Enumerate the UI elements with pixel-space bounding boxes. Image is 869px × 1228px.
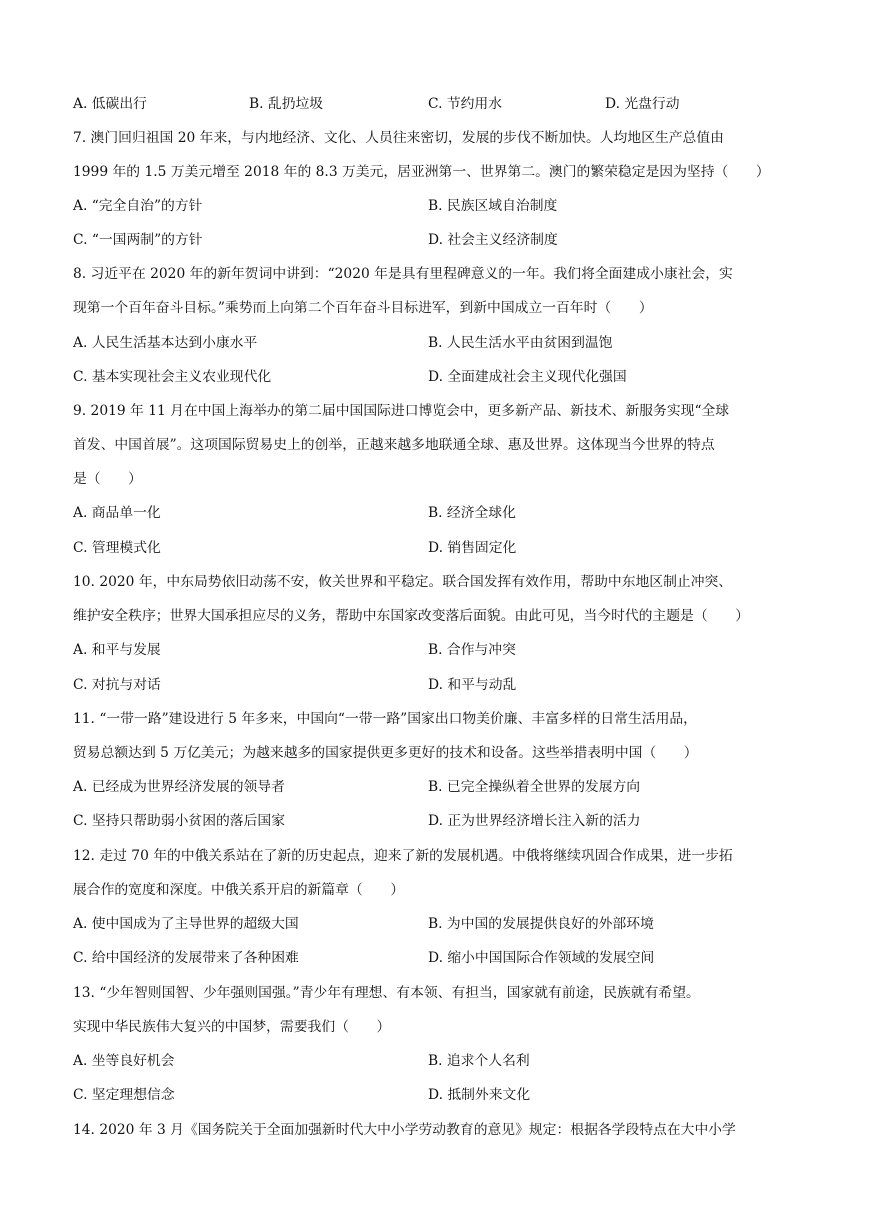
q12-option-c[interactable]: C. 给中国经济的发展带来了各种困难: [73, 950, 299, 966]
q7-stem-line-1: 7. 澳门回归祖国 20 年来，与内地经济、文化、人员往来密切，发展的步伐不断加快。人均地区生产总值由: [73, 130, 724, 146]
q9-option-b[interactable]: B. 经济全球化: [428, 505, 516, 521]
q10-option-a[interactable]: A. 和平与发展: [73, 642, 161, 658]
q11-option-d[interactable]: D. 正为世界经济增长注入新的活力: [428, 813, 641, 829]
q9-option-c[interactable]: C. 管理模式化: [73, 540, 161, 556]
q13-option-c[interactable]: C. 坚定理想信念: [73, 1087, 175, 1103]
q9-stem-line-1: 9. 2019 年 11 月在中国上海举办的第二届中国国际进口博览会中，更多新产品、新技术、新服务实现“全球: [73, 403, 730, 419]
q7-stem-line-2: 1999 年的 1.5 万美元增至 2018 年的 8.3 万美元，居亚洲第一、世界第二。澳门的繁荣稳定是因为坚持（ ）: [73, 164, 770, 180]
q10-option-d[interactable]: D. 和平与动乱: [428, 677, 517, 693]
q13-option-b[interactable]: B. 追求个人名利: [428, 1053, 530, 1069]
q13-stem-line-2: 实现中华民族伟大复兴的中国梦，需要我们（ ）: [73, 1019, 391, 1035]
q12-option-a[interactable]: A. 使中国成为了主导世界的超级大国: [73, 916, 299, 932]
q13-option-a[interactable]: A. 坐等良好机会: [73, 1053, 175, 1069]
q8-option-a[interactable]: A. 人民生活基本达到小康水平: [73, 335, 258, 351]
q12-option-b[interactable]: B. 为中国的发展提供良好的外部环境: [428, 916, 654, 932]
q10-stem-line-2: 维护安全秩序；世界大国承担应尽的义务，帮助中东国家改变落后面貌。由此可见，当今时代的主题是（ ）: [73, 608, 750, 624]
q6-option-a[interactable]: A. 低碳出行: [73, 96, 147, 112]
q6-option-d[interactable]: D. 光盘行动: [605, 96, 680, 112]
q9-option-d[interactable]: D. 销售固定化: [428, 540, 517, 556]
q8-stem-line-2: 现第一个百年奋斗目标。”乘势而上向第二个百年奋斗目标进军，到新中国成立一百年时（ ）: [73, 300, 653, 316]
q12-stem-line-2: 展合作的宽度和深度。中俄关系开启的新篇章（ ）: [73, 882, 405, 898]
q7-option-b[interactable]: B. 民族区域自治制度: [428, 198, 558, 214]
q14-stem-line-1: 14. 2020 年 3 月《国务院关于全面加强新时代大中小学劳动教育的意见》规定：根据各学段特点在大中小学: [73, 1122, 736, 1138]
q11-stem-line-2: 贸易总额达到 5 万亿美元；为越来越多的国家提供更多更好的技术和设备。这些举措表明中国（ ）: [73, 745, 698, 761]
q11-option-c[interactable]: C. 坚持只帮助弱小贫困的落后国家: [73, 813, 285, 829]
q10-option-b[interactable]: B. 合作与冲突: [428, 642, 516, 658]
q12-option-d[interactable]: D. 缩小中国国际合作领域的发展空间: [428, 950, 655, 966]
q6-option-c[interactable]: C. 节约用水: [428, 96, 503, 112]
q10-option-c[interactable]: C. 对抗与对话: [73, 677, 161, 693]
q9-stem-line-3: 是（ ）: [73, 471, 142, 487]
q6-option-b[interactable]: B. 乱扔垃圾: [249, 96, 324, 112]
q8-option-b[interactable]: B. 人民生活水平由贫困到温饱: [428, 335, 613, 351]
q11-option-b[interactable]: B. 已完全操纵着全世界的发展方向: [428, 779, 641, 795]
q7-option-c[interactable]: C. “一国两制”的方针: [73, 232, 203, 248]
q13-stem-line-1: 13. “少年智则国智、少年强则国强。”青少年有理想、有本领、有担当，国家就有前途，民族就有希望。: [73, 985, 700, 1001]
q7-option-d[interactable]: D. 社会主义经济制度: [428, 232, 558, 248]
q9-stem-line-2: 首发、中国首展”。这项国际贸易史上的创举，正越来越多地联通全球、惠及世界。这体现当今世界的特点: [73, 437, 715, 453]
q9-option-a[interactable]: A. 商品单一化: [73, 505, 161, 521]
q11-stem-line-1: 11. “一带一路”建设进行 5 年多来，中国向“一带一路”国家出口物美价廉、丰富多样的日常生活用品，: [73, 711, 697, 727]
q11-option-a[interactable]: A. 已经成为世界经济发展的领导者: [73, 779, 285, 795]
q10-stem-line-1: 10. 2020 年，中东局势依旧动荡不安，攸关世界和平稳定。联合国发挥有效作用，帮助中东地区制止冲突、: [73, 574, 733, 590]
q13-option-d[interactable]: D. 抵制外来文化: [428, 1087, 531, 1103]
q8-option-c[interactable]: C. 基本实现社会主义农业现代化: [73, 369, 272, 385]
q8-stem-line-1: 8. 习近平在 2020 年的新年贺词中讲到：“2020 年是具有里程碑意义的一年。我们将全面建成小康社会，实: [73, 266, 733, 282]
q7-option-a[interactable]: A. “完全自治”的方针: [73, 198, 203, 214]
q8-option-d[interactable]: D. 全面建成社会主义现代化强国: [428, 369, 627, 385]
q12-stem-line-1: 12. 走过 70 年的中俄关系站在了新的历史起点，迎来了新的发展机遇。中俄将继续巩固合作成果，进一步拓: [73, 848, 733, 864]
